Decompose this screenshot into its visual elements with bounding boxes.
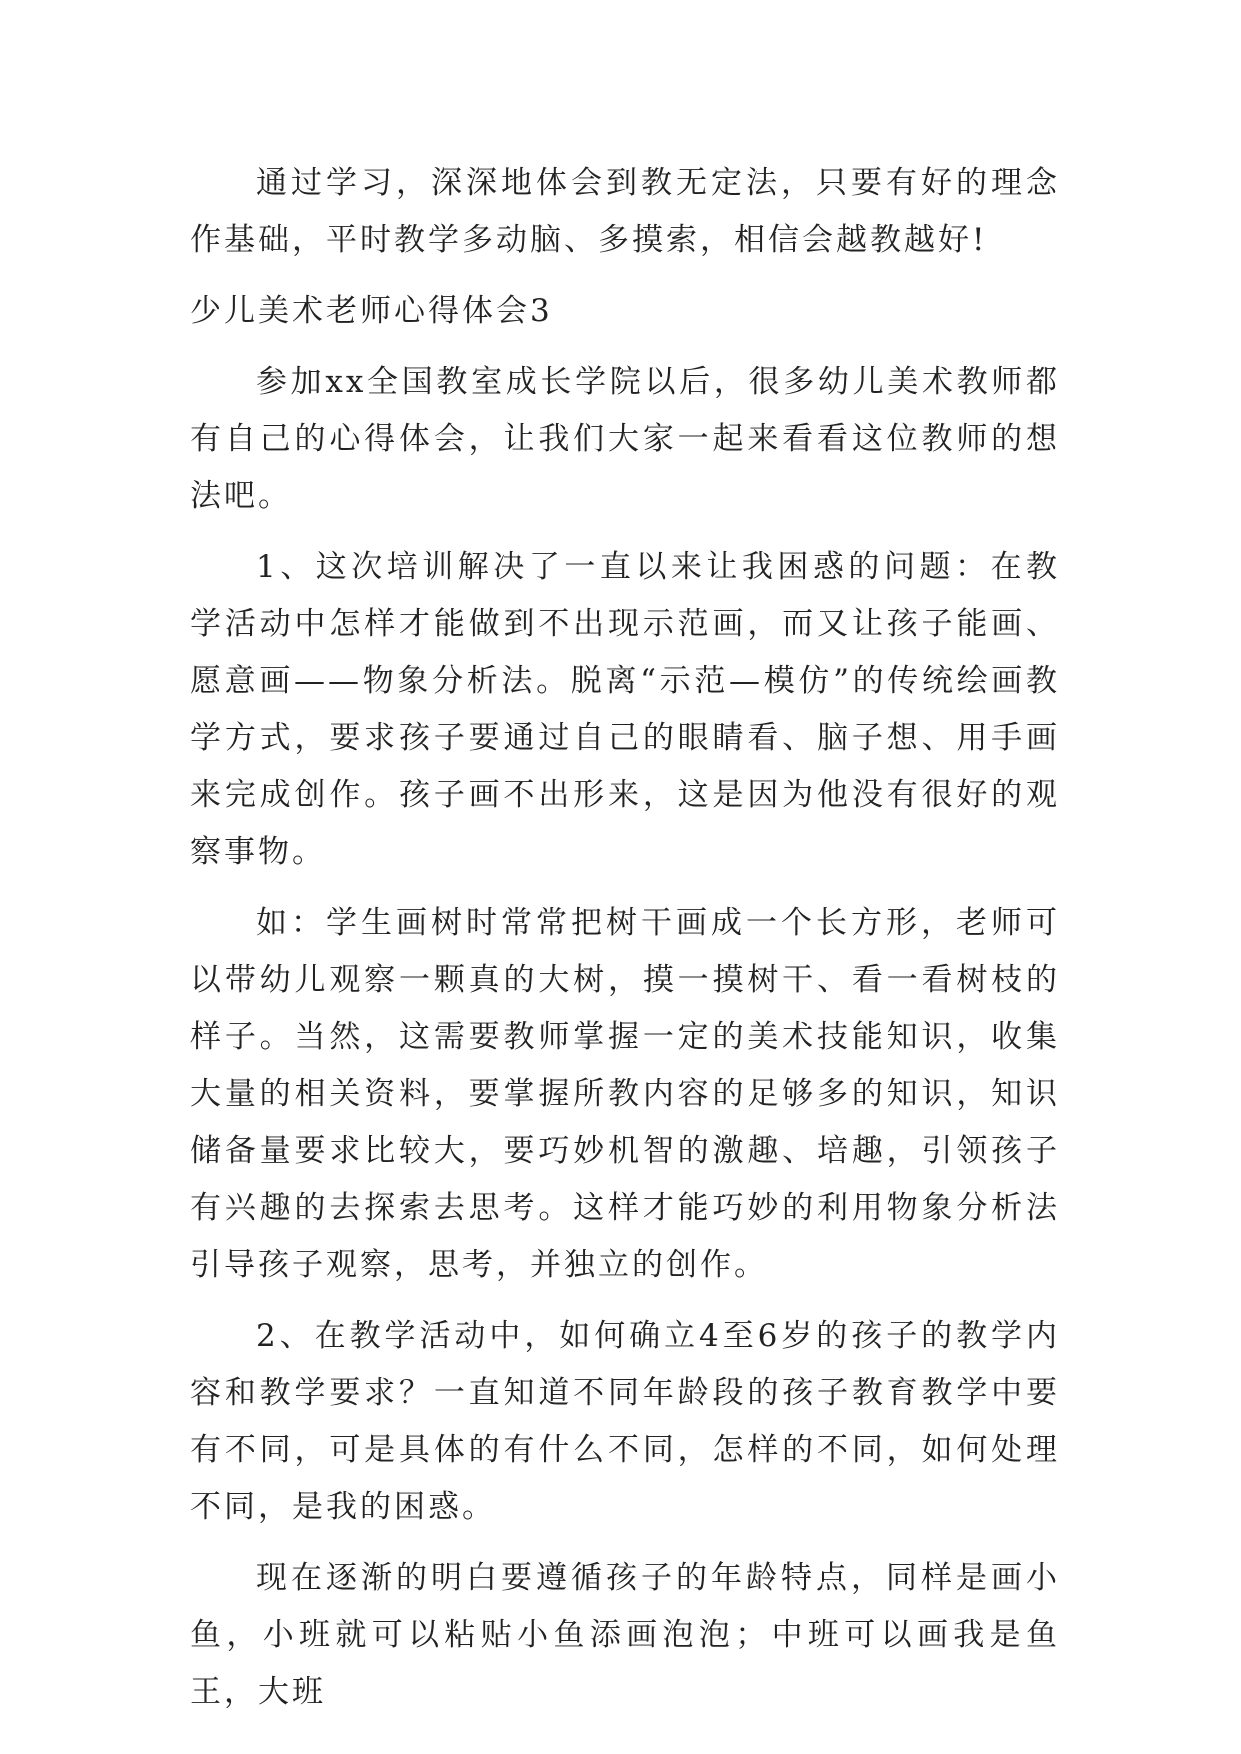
paragraph-intro: 参加xx全国教室成长学院以后，很多幼儿美术教师都有自己的心得体会，让我们大家一起来看看这位教师的想法吧。 xyxy=(190,364,1060,514)
paragraph-point-2: 2、在教学活动中，如何确立4至6岁的孩子的教学内容和教学要求？一直知道不同年龄段的孩子教育教学中要有不同，可是具体的有什么不同，怎样的不同，如何处理不同，是我的困惑。 xyxy=(190,1318,1060,1525)
document-body xyxy=(190,155,1060,1735)
paragraph-example: 如：学生画树时常常把树干画成一个长方形，老师可以带幼儿观察一颗真的大树，摸一摸树干、看一看树枝的样子。当然，这需要教师掌握一定的美术技能知识，收集大量的相关资料，要掌握所教内容的足够多的知识，知识储备量要求比较大，要巧妙机智的激趣、培趣，引领孩子有兴趣的去探索去思考。这样才能巧妙的利用物象分析法引导孩子观察，思考，并独立的创作。 xyxy=(190,905,1060,1283)
paragraph-age-characteristics: 现在逐渐的明白要遵循孩子的年龄特点，同样是画小鱼，小班就可以粘贴小鱼添画泡泡；中班可以画我是鱼王，大班 xyxy=(190,1560,1060,1710)
paragraph-learning-summary: 通过学习，深深地体会到教无定法，只要有好的理念作基础，平时教学多动脑、多摸索，相信会越教越好! xyxy=(190,165,1060,258)
section-heading: 少儿美术老师心得体会3 xyxy=(190,293,553,329)
paragraph-point-1: 1、这次培训解决了一直以来让我困惑的问题：在教学活动中怎样才能做到不出现示范画，而又让孩子能画、愿意画——物象分析法。脱离“示范—模仿”的传统绘画教学方式，要求孩子要通过自己的眼睛看、脑子想、用手画来完成创作。孩子画不出形来，这是因为他没有很好的观察事物。 xyxy=(190,549,1060,870)
